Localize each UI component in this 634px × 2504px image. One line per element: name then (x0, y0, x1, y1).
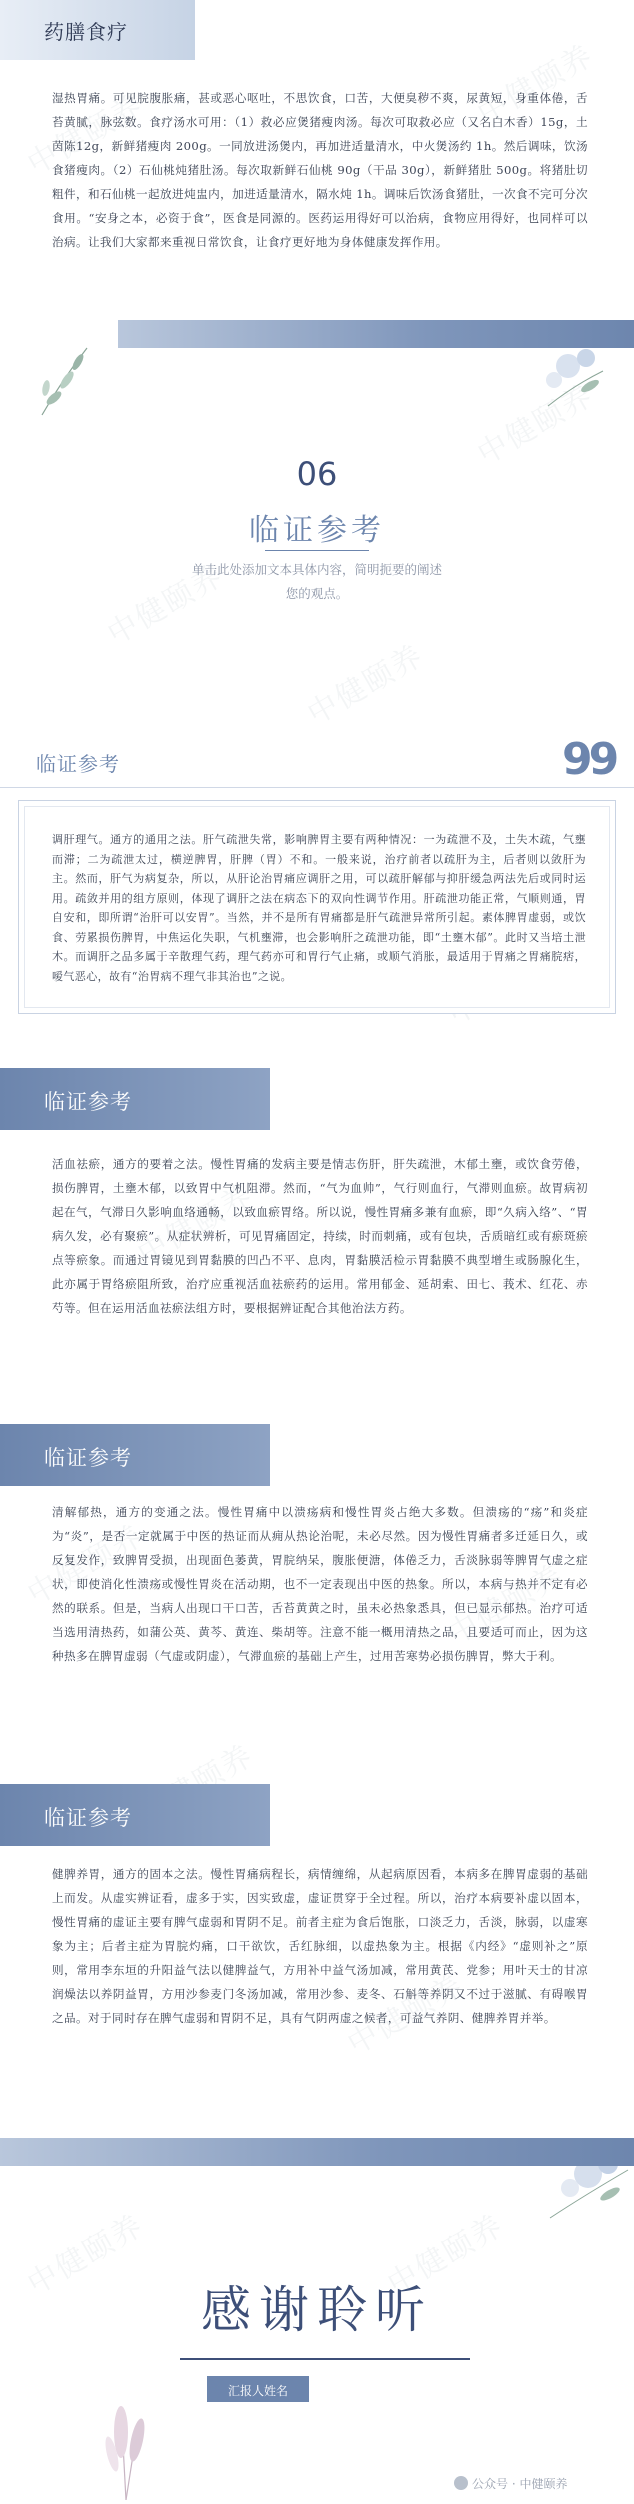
watermark-text: 中健颐养 (21, 2207, 150, 2303)
chapter-title-underline (265, 550, 369, 551)
watermark-text: 中健颐养 (471, 37, 600, 133)
watermark-text: 中健颐养 (341, 1967, 470, 2063)
footer-account-label: 公众号 · 中健颐养 (472, 2477, 568, 2491)
chapter-subtitle-2: 您的观点。 (285, 586, 349, 601)
watermark-text: 中健颐养 (441, 1557, 570, 1653)
chapter-subtitle-1: 单击此处添加文本具体内容，简明扼要的阐述 (191, 562, 442, 577)
chapter-number: 06 (296, 455, 338, 493)
pampas-grass-decoration-icon (96, 2396, 156, 2504)
section-c-header (0, 1784, 270, 1846)
watermark-text: 中健颐养 (471, 377, 600, 473)
section-a-title: 临证参考 (44, 1090, 132, 1114)
section-a-body-text: 活血祛瘀，通方的要着之法。慢性胃痛的发病主要是情志伤肝，肝失疏泄，木郁土壅，或饮食劳倦，损伤脾胃，土壅木郁，以致胃中气机阻滞。然而，“气为血帅”，气行则血行，气滞则血瘀。故胃病初起在气，气滞日久影响血络通畅，以致血瘀胃络。所以说，慢性胃痛多兼有血瘀，即“久病入络”、“胃病久发，必有聚瘀”。从症状辨析，可见胃痛固定，持续，时而刺痛，或有包块，舌质暗红或有瘀斑瘀点等瘀象。而通过胃镜见到胃黏膜的凹凸不平、息肉，胃黏膜活检示胃黏膜不典型增生或肠腺化生，此亦属于胃络瘀阻所致，治疗应重视活血祛瘀药的运用。常用郁金、延胡索、田七、莪术、红花、赤芍等。但在运用活血祛瘀法组方时，要根据辨证配合其他治法方药。 (52, 1157, 588, 1315)
watermark-text: 中健颐养 (381, 2207, 510, 2303)
top-header-title: 药膳食疗 (44, 20, 128, 44)
section-b-title: 临证参考 (44, 1446, 132, 1470)
section-a-header (0, 1068, 270, 1130)
section-c-body-text: 健脾养胃，通方的固本之法。慢性胃痛病程长，病情缠绵，从起病原因看，本病多在脾胃虚弱的基础上而发。从虚实辨证看，虚多于实，因实致虚，虚证贯穿于全过程。所以，治疗本病要补虚以固本，慢性胃痛的虚证主要有脾气虚弱和胃阴不足。前者主症为食后饱胀，口淡乏力，舌淡，脉弱，以虚寒象为主；后者主症为胃脘灼痛，口干欲饮，舌红脉细，以虚热象为主。根据《内经》“虚则补之”原则，常用李东垣的升阳益气法以健脾益气，方用补中益气汤加减，常用黄芪、党参；用叶天士的甘凉润燥法以养阴益胃，方用沙参麦门冬汤加减，常用沙参、麦冬、石斛等养阴又不过于滋腻、有碍喉胃之品。对于同时存在脾气虚弱和胃阴不足，具有气阴两虚之候者，可益气养阴、健脾养胃并举。 (52, 1867, 588, 2025)
reporter-label: 汇报人姓名 (227, 2384, 288, 2398)
wechat-icon (454, 2476, 468, 2490)
closing-underline (180, 2358, 470, 2360)
quote-section-title: 临证参考 (36, 752, 120, 776)
closing-divider-band (0, 2138, 634, 2166)
top-body-text: 湿热胃痛。可见脘腹胀痛，甚或恶心呕吐，不思饮食，口苦，大便臭秽不爽，尿黄短，身重体倦，舌苔黄腻，脉弦数。食疗汤水可用：（1）救必应煲猪瘦肉汤。每次可取救必应（又名白木香）15g，土茵陈12g，新鲜猪瘦肉 200g。一同放进汤煲内，再加进适量清水，中火煲汤约 1h。然后调味，饮汤食猪瘦肉。（2）石仙桃炖猪肚汤。每次取新鲜石仙桃 90g（干品 30g），新鲜猪肚 500g。将猪肚切粗件，和石仙桃一起放进炖盅内，加进适量清水，隔水炖 1h。调味后饮汤食猪肚，一次食不完可分次食用。“安身之本，必资于食”，医食是同源的。医药运用得好可以治病，食物应用得好，也同样可以治病。让我们大家都来重视日常饮食，让食疗更好地为身体健康发挥作用。 (52, 91, 588, 249)
section-c-title: 临证参考 (44, 1806, 132, 1830)
quote-body-text: 调肝理气。通方的通用之法。肝气疏泄失常，影响脾胃主要有两种情况：一为疏泄不及，土失木疏，气壅而滞；二为疏泄太过，横逆脾胃，肝脾（胃）不和。一般来说，治疗前者以疏肝为主，后者则以敛肝为主。然而，肝气为病复杂，所以，从肝论治胃痛应调肝之用，可以疏肝解郁与抑肝缓急两法先后或同时运用。疏敛并用的组方原则，体现了调肝之法在病态下的双向性调节作用。肝疏泄功能正常，气顺则通，胃自安和，即所谓“治肝可以安胃”。当然，并不是所有胃痛都是肝气疏泄异常所引起。素体脾胃虚弱，或饮食、劳累损伤脾胃，中焦运化失职，气机壅滞，也会影响肝之疏泄功能，即“土壅木郁”。此时又当培土泄木。而调肝之品多属于辛散理气药，理气药亦可和胃行气止痛，或顺气消胀，最适用于胃痛之胃痛脘痞，嗳气恶心，故有“治胃病不理气非其治也”之说。 (52, 833, 586, 983)
chapter-title: 临证参考 (249, 513, 385, 548)
leaf-decoration-icon (32, 340, 102, 424)
quote-title-underline (0, 787, 634, 788)
watermark-text: 中健颐养 (21, 1517, 150, 1613)
watermark-text: 中健颐养 (101, 557, 230, 653)
section-b-body-text: 清解郁热，通方的变通之法。慢性胃痛中以溃疡病和慢性胃炎占绝大多数。但溃疡的“疡”和炎症为“炎”，是否一定就属于中医的热证而从痈从热论治呢，未必尽然。因为慢性胃痛者多迁延日久，或反复发作，致脾胃受损，出现面色萎黄，胃脘纳呆，腹胀便溏，体倦乏力，舌淡脉弱等脾胃气虚之症状，即使消化性溃疡或慢性胃炎在活动期，也不一定表现出中医的热象。所以，本病与热并不定有必然的联系。但是，当病人出现口干口苦，舌苔黄黄之时，虽未必热象悉具，但已显示郁热。治疗可适当选用清热药，如蒲公英、黄芩、黄连、柴胡等。注意不能一概用清热之品，且要适可而止，因为这种热多在脾胃虚弱（气虚或阴虚），气滞血瘀的基础上产生，过用苦寒势必损伤脾胃，弊大于利。 (52, 1505, 588, 1663)
closing-title: 感谢聆听 (201, 2281, 433, 2339)
watermark-text: 中健颐养 (301, 637, 430, 733)
watermark-text: 中健颐养 (21, 87, 150, 183)
quote-mark-icon: 99 (562, 734, 616, 785)
watermark-text: 中健颐养 (131, 1177, 260, 1273)
flower-decoration-icon (528, 336, 618, 420)
section-b-header (0, 1424, 270, 1486)
